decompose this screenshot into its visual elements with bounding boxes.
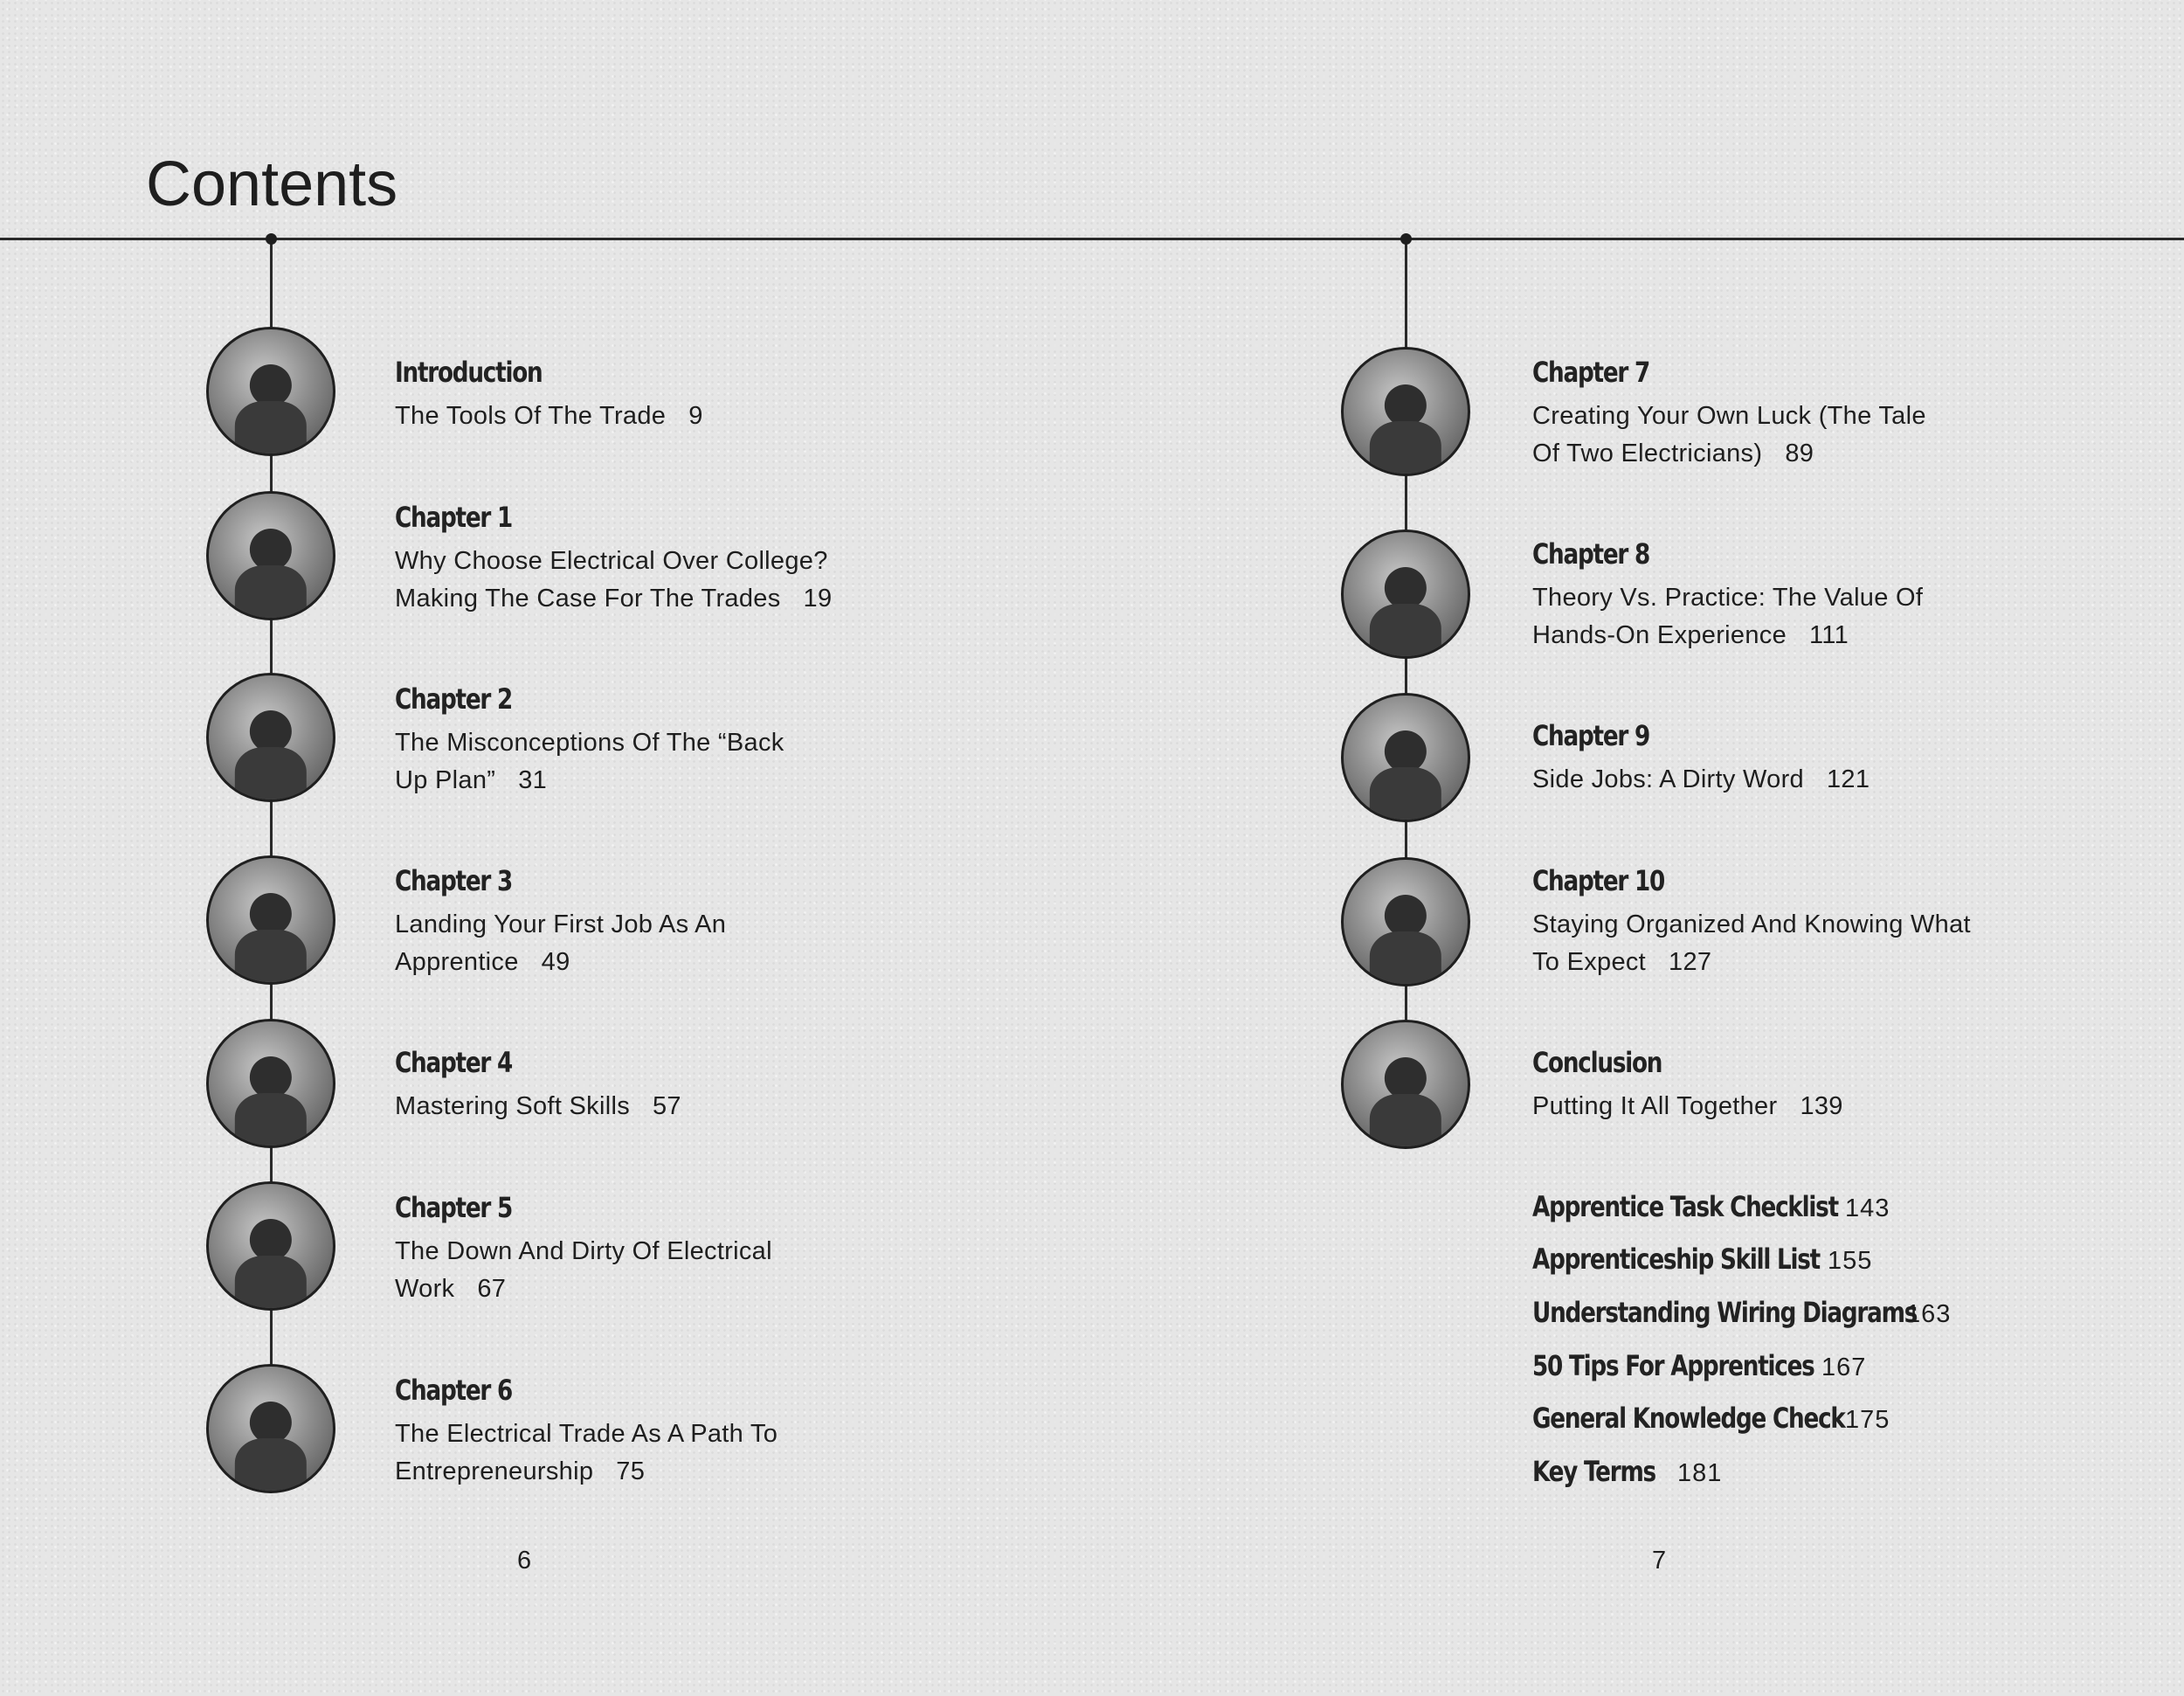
right-toc-entry[interactable]	[1532, 717, 1870, 799]
chapter-page-number: 111	[1809, 621, 1849, 649]
chapter-page-number: 9	[688, 402, 703, 430]
chapter-title-line: The Down And Dirty Of Electrical	[395, 1237, 772, 1265]
photo-figure-head	[250, 710, 292, 752]
right-toc-entry[interactable]	[1532, 354, 1926, 473]
photo-figure-body	[1370, 421, 1441, 476]
chapter-title-line: Landing Your First Job As An	[395, 910, 727, 938]
appendix-entry[interactable]	[1532, 1345, 2144, 1387]
photo-figure-head	[1385, 895, 1427, 937]
right-timeline-dot	[1400, 233, 1412, 245]
chapter-page-number: 89	[1785, 440, 1814, 467]
left-toc-entry[interactable]	[395, 1372, 778, 1491]
photo-figure-head	[250, 364, 292, 406]
worker-solar-panel-photo	[1341, 530, 1470, 659]
chapter-title-line: The Electrical Trade As A Path To	[395, 1420, 778, 1448]
chapter-page-number: 57	[653, 1092, 681, 1120]
chapter-label: Chapter 10	[1532, 864, 1665, 897]
appendix-entry[interactable]	[1532, 1450, 2144, 1492]
right-toc-entry[interactable]	[1532, 862, 1971, 981]
chapter-title-line: Side Jobs: A Dirty Word 121	[1532, 765, 1870, 793]
header-rule	[0, 238, 2184, 240]
chapter-page-number: 31	[518, 766, 548, 794]
photo-figure-head	[250, 529, 292, 571]
appendix-label: General Knowledge Check	[1532, 1402, 1845, 1435]
chapter-title-line: Creating Your Own Luck (The Tale	[1532, 402, 1926, 430]
left-toc-entry[interactable]	[395, 354, 703, 435]
left-toc-entry[interactable]	[395, 499, 832, 618]
team-meeting-photo	[206, 1019, 335, 1148]
chapter-title-line: Entrepreneurship 75	[395, 1457, 646, 1485]
chapter-label: Conclusion	[1532, 1046, 1662, 1079]
appendix-entry[interactable]	[1532, 1291, 2144, 1333]
chapter-page-number: 127	[1669, 948, 1712, 976]
chapter-title-line: The Misconceptions Of The “Back	[395, 729, 784, 757]
left-toc-entry[interactable]	[395, 1044, 681, 1125]
photo-figure-head	[1385, 1057, 1427, 1099]
chapter-title-line: Work 67	[395, 1275, 507, 1303]
photo-figure-body	[1370, 1094, 1441, 1149]
photo-figure-body	[235, 930, 307, 985]
appendix-page-number: 167	[1821, 1353, 1867, 1381]
chapter-label: Chapter 9	[1532, 719, 1650, 752]
solar-farm-workers-photo	[1341, 857, 1470, 986]
chapter-title-line: Staying Organized And Knowing What	[1532, 910, 1971, 938]
right-toc-entry[interactable]	[1532, 1044, 1843, 1125]
appendix-label: Apprenticeship Skill List	[1532, 1243, 1820, 1276]
chapter-page-number: 139	[1800, 1092, 1843, 1120]
chapter-label: Introduction	[395, 356, 543, 389]
appendix-entry[interactable]	[1532, 1238, 2144, 1280]
left-timeline-dot	[266, 233, 277, 245]
photo-figure-head	[1385, 730, 1427, 772]
chapter-label: Chapter 6	[395, 1374, 513, 1407]
photo-figure-body	[235, 565, 307, 620]
right-toc-entry[interactable]	[1532, 536, 1923, 654]
chapter-title-line: Why Choose Electrical Over College?	[395, 547, 828, 575]
appendix-entry[interactable]	[1532, 1397, 2144, 1439]
chapter-page-number: 121	[1827, 765, 1870, 793]
chapter-label: Chapter 4	[395, 1046, 513, 1079]
chapter-page-number: 19	[803, 585, 833, 613]
woman-hardhat-photo	[206, 855, 335, 985]
chapter-label: Chapter 5	[395, 1191, 513, 1224]
chapter-title-line: Of Two Electricians) 89	[1532, 440, 1814, 467]
wires-photo	[206, 1181, 335, 1311]
photo-figure-body	[235, 1093, 307, 1148]
chapter-title-line: The Tools Of The Trade 9	[395, 402, 703, 430]
chapter-title-line: Apprentice 49	[395, 948, 570, 976]
photo-figure-head	[250, 893, 292, 935]
page-number-left: 6	[517, 1547, 532, 1575]
photo-figure-head	[1385, 384, 1427, 426]
chapter-page-number: 49	[541, 948, 570, 976]
photo-figure-head	[1385, 567, 1427, 609]
photo-figure-head	[250, 1056, 292, 1098]
appendix-page-number: 155	[1828, 1247, 1873, 1275]
chapter-label: Chapter 3	[395, 864, 513, 897]
photo-figure-body	[1370, 931, 1441, 986]
appendix-label: Key Terms	[1532, 1455, 1655, 1488]
photo-figure-body	[235, 1438, 307, 1493]
appendix-page-number: 181	[1677, 1459, 1723, 1487]
page-number-right: 7	[1652, 1547, 1667, 1575]
chapter-label: Chapter 2	[395, 682, 513, 716]
appendix-label: 50 Tips For Apprentices	[1532, 1349, 1814, 1382]
left-toc-entry[interactable]	[395, 862, 726, 981]
chapter-label: Chapter 1	[395, 501, 513, 534]
worker-portrait-photo	[206, 1364, 335, 1493]
appendix-page-number: 143	[1845, 1194, 1890, 1222]
workers-hardhats-photo	[206, 673, 335, 802]
chapter-title-line: Mastering Soft Skills 57	[395, 1092, 681, 1120]
appendix-page-number: 175	[1845, 1406, 1890, 1434]
photo-figure-body	[235, 1256, 307, 1311]
light-bulbs-photo	[1341, 693, 1470, 822]
chapter-title-line: Up Plan” 31	[395, 766, 548, 794]
chapter-title-line: Making The Case For The Trades 19	[395, 585, 833, 613]
chapter-title-line: To Expect 127	[1532, 948, 1712, 976]
lineworker-on-pole-photo	[206, 491, 335, 620]
chapter-title-line: Theory Vs. Practice: The Value Of	[1532, 584, 1924, 612]
photo-figure-body	[235, 747, 307, 802]
photo-figure-body	[235, 401, 307, 456]
chapter-label: Chapter 8	[1532, 537, 1650, 571]
man-wind-turbines-photo	[1341, 347, 1470, 476]
photo-figure-head	[250, 1219, 292, 1261]
chapter-page-number: 75	[616, 1457, 646, 1485]
power-lines-workers-photo	[1341, 1020, 1470, 1149]
chapter-title-line: Hands-On Experience 111	[1532, 621, 1849, 649]
photo-figure-head	[250, 1402, 292, 1443]
photo-figure-body	[1370, 604, 1441, 659]
photo-figure-body	[1370, 767, 1441, 822]
left-toc-entry[interactable]	[395, 681, 784, 800]
chapter-title-line: Putting It All Together 139	[1532, 1092, 1843, 1120]
chapter-label: Chapter 7	[1532, 356, 1650, 389]
appendix-page-number: 163	[1906, 1300, 1952, 1328]
appendix-label: Apprentice Task Checklist	[1532, 1190, 1838, 1223]
appendix-label: Understanding Wiring Diagrams	[1532, 1296, 1918, 1329]
page-title: Contents	[146, 149, 398, 219]
chapter-page-number: 67	[477, 1275, 507, 1303]
appendix-entry[interactable]	[1532, 1186, 2144, 1228]
left-toc-entry[interactable]	[395, 1189, 772, 1308]
tools-photo	[206, 327, 335, 456]
